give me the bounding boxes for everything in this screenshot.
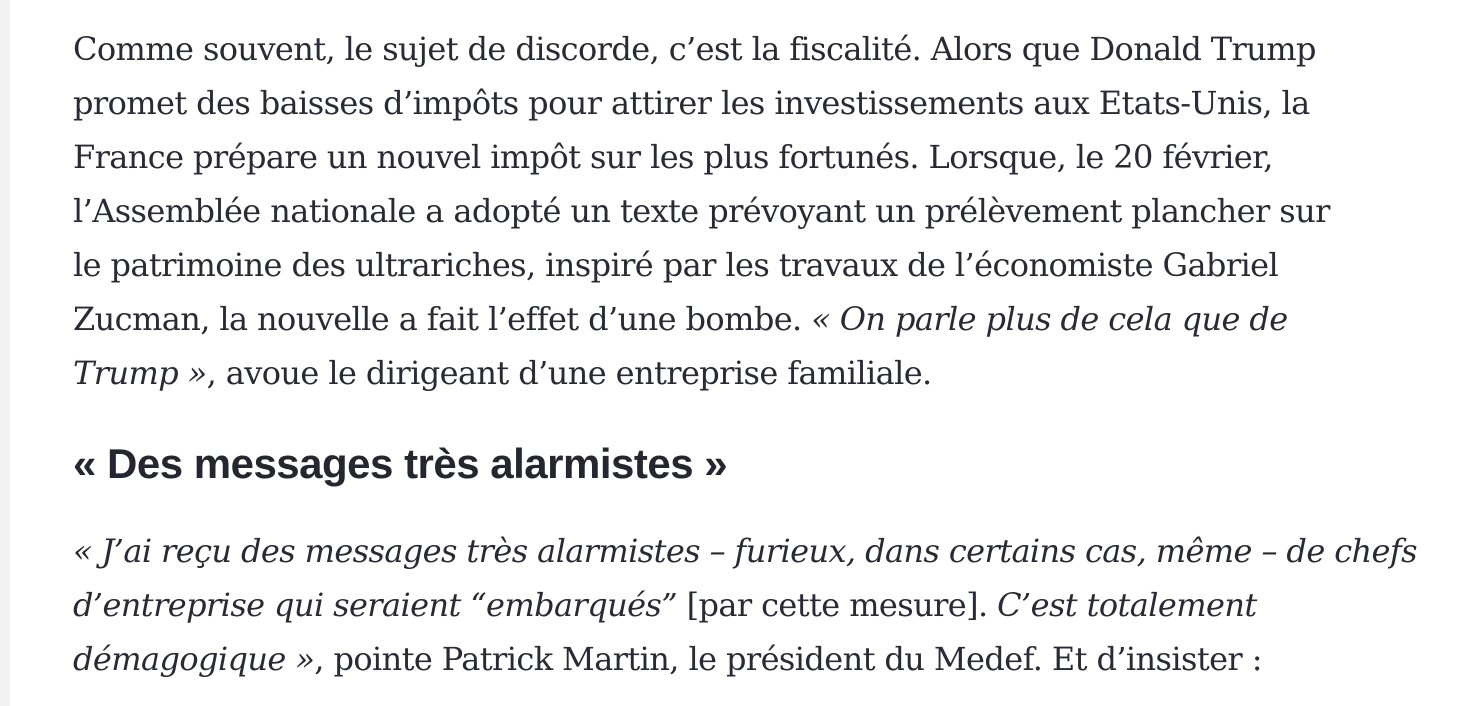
quote-segment: démagogique » (73, 640, 315, 678)
article-body (73, 22, 1423, 686)
text-line (73, 578, 1423, 632)
text-line: le patrimoine des ultrariches, inspiré par les travaux de l’économiste Gabriel (73, 246, 1279, 284)
quote-segment: « On parle plus de cela que de (811, 300, 1288, 338)
text-line: France prépare un nouvel impôt sur les plus fortunés. Lorsque, le 20 février, (73, 138, 1273, 176)
section-heading: « Des messages très alarmistes » (73, 440, 728, 487)
paragraph-medef-quote (73, 524, 1423, 686)
text-line (73, 346, 1423, 400)
text-segment: , avoue le dirigeant d’une entreprise familiale. (206, 354, 932, 392)
left-rail (0, 0, 10, 706)
text-segment: [par cette mesure]. (677, 586, 998, 624)
quote-segment: d’entreprise qui seraient “embarqués” (73, 586, 678, 624)
quote-segment: Trump » (73, 354, 207, 392)
text-line (73, 632, 1423, 686)
paragraph-taxation (73, 22, 1423, 400)
quote-line: « J’ai reçu des messages très alarmistes – furieux, dans certains cas, même – de chefs (73, 532, 1417, 570)
text-segment: , pointe Patrick Martin, le président du Medef. Et d’insister : (314, 640, 1262, 678)
text-line: l’Assemblée nationale a adopté un texte prévoyant un prélèvement plancher sur (73, 192, 1330, 230)
quote-segment: C’est totalement (997, 586, 1257, 624)
text-segment: Zucman, la nouvelle a fait l’effet d’une bombe. (73, 300, 812, 338)
text-line (73, 292, 1423, 346)
text-line: promet des baisses d’impôts pour attirer les investissements aux Etats-Unis, la (73, 84, 1310, 122)
text-line: Comme souvent, le sujet de discorde, c’est la fiscalité. Alors que Donald Trump (73, 30, 1316, 68)
